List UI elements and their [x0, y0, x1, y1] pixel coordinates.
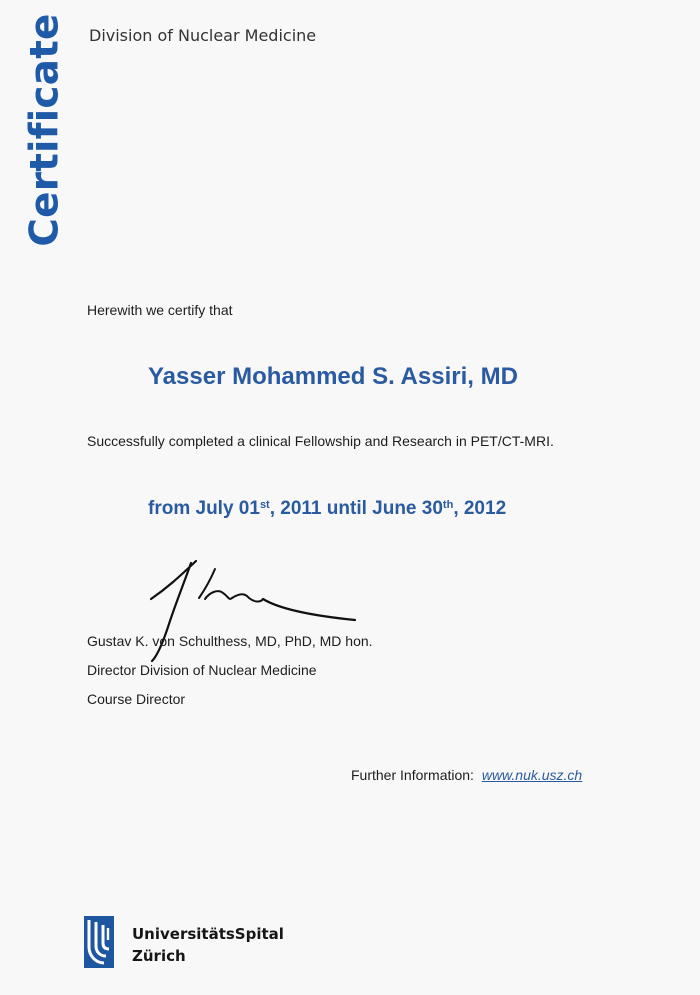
- date-range-middle: , 2011 until June 30: [269, 498, 443, 519]
- fellowship-date-range: [148, 498, 506, 520]
- institution-name-line-2: Zürich: [132, 947, 186, 965]
- recipient-name: Yasser Mohammed S. Assiri, MD: [148, 363, 518, 390]
- director-name: Gustav K. von Schulthess, MD, PhD, MD hon.: [87, 633, 373, 649]
- usz-logo-mark-icon: [84, 916, 114, 968]
- information-link[interactable]: www.nuk.usz.ch: [481, 767, 583, 783]
- division-header: Division of Nuclear Medicine: [89, 26, 317, 45]
- director-role: Director Division of Nuclear Medicine: [87, 662, 317, 678]
- date-range-prefix: from July 01: [148, 498, 260, 519]
- certificate-title: Certificate: [22, 13, 68, 247]
- usz-logo-icon: [84, 916, 114, 968]
- end-date-suffix: th: [442, 499, 454, 511]
- date-range-end: , 2012: [453, 498, 507, 519]
- further-information: [351, 767, 582, 783]
- certification-intro: Herewith we certify that: [87, 302, 233, 318]
- further-information-label: Further Information:: [351, 767, 474, 783]
- director-block: [87, 627, 373, 714]
- institution-name-line-1: UniversitätsSpital: [132, 925, 284, 943]
- completion-statement: Successfully completed a clinical Fellowship and Research in PET/CT-MRI.: [87, 433, 554, 449]
- institution-name: [132, 923, 284, 967]
- start-date-suffix: st: [259, 499, 270, 511]
- certificate-title-container: [18, 13, 72, 247]
- course-director-role: Course Director: [87, 691, 186, 707]
